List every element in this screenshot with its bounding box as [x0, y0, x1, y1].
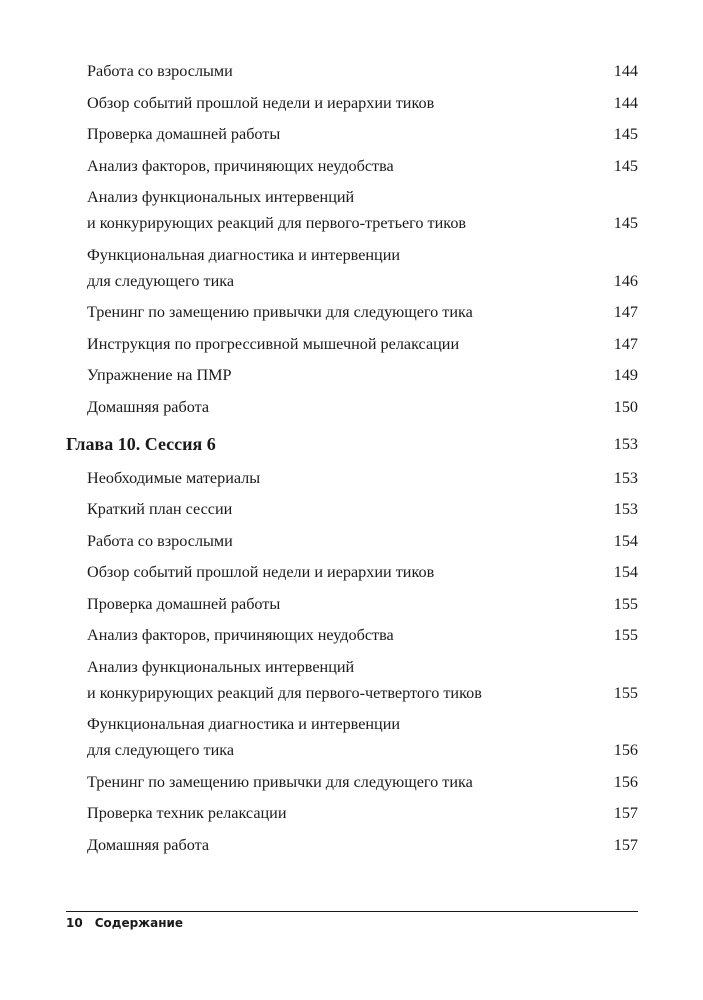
toc-entry [66, 559, 638, 585]
toc-entry [66, 331, 638, 357]
toc-entry-title-line: Функциональная диагностика и интервенции [87, 715, 401, 733]
toc-entry [66, 58, 638, 84]
toc-entry-page-number: 146 [613, 271, 638, 290]
toc-entry [66, 153, 638, 179]
toc-entry-title [87, 496, 608, 522]
toc-entry-title-line: Работа со взрослыми [87, 531, 233, 550]
toc-entry-title-line: Домашняя работа [87, 835, 210, 854]
toc-entry-title-line: Краткий план сессии [87, 500, 233, 518]
toc-entry-title-line: Необходимые материалы [87, 468, 261, 487]
footer-page-number: 10 [66, 916, 83, 930]
toc-entry-title-line: для следующего тика [87, 741, 235, 759]
toc-entry-title-line: Функциональная диагностика и интервенции [87, 245, 401, 264]
toc-entry-title [87, 184, 608, 236]
toc-chapter-entry [66, 431, 638, 457]
toc-entry-title [87, 242, 608, 294]
toc-entry-page-number: 154 [613, 563, 638, 581]
toc-entry-title [87, 800, 608, 826]
toc-entry-title [87, 90, 608, 116]
toc-entry [66, 299, 638, 325]
toc-entry-title-line: и конкурирующих реакций для первого-третьего тиков [87, 214, 467, 232]
toc-entry [66, 496, 638, 522]
toc-entry-page-number: 157 [613, 835, 638, 854]
toc-entry-title [87, 331, 608, 357]
toc-entry [66, 832, 638, 858]
toc-entry-page-number: 145 [613, 156, 638, 175]
toc-entry-page-number: 150 [613, 397, 638, 416]
toc-entry [66, 769, 638, 795]
footer-running-title: Содержание [94, 916, 184, 930]
toc-entry-title-line: Проверка техник релаксации [87, 804, 287, 822]
toc-entry-page-number: 153 [613, 500, 638, 518]
toc-entry [66, 591, 638, 617]
toc-entry-title [87, 591, 608, 617]
toc-entry [66, 800, 638, 826]
toc-entry-title-line: Упражнение на ПМР [87, 366, 232, 384]
toc-entry-title [87, 153, 608, 179]
toc-entry-page-number: 156 [613, 772, 638, 791]
toc-entry-title-line: и конкурирующих реакций для первого-четвертого тиков [87, 683, 482, 702]
toc-entry-title-line: Анализ функциональных интервенций [87, 657, 355, 676]
toc-entry-page-number: 153 [613, 434, 638, 453]
toc-entry-page-number: 144 [613, 93, 638, 112]
toc-entry-title-line: Работа со взрослыми [87, 62, 233, 80]
toc-entry-title [87, 362, 608, 388]
toc-entry-title-line: Тренинг по замещению привычки для следующего тика [87, 303, 473, 321]
toc-entry-page-number: 145 [613, 214, 638, 232]
toc-entry [66, 184, 638, 236]
toc-entry-page-number: 155 [613, 683, 638, 702]
toc-entry-page-number: 147 [613, 334, 638, 353]
toc-entry-title [87, 832, 608, 858]
toc-entry-title-line: Анализ функциональных интервенций [87, 188, 355, 206]
toc-entry-title-line: Анализ факторов, причиняющих неудобства [87, 156, 394, 175]
toc-entry [66, 465, 638, 491]
toc-entry [66, 362, 638, 388]
toc-entry-page-number: 156 [613, 741, 638, 759]
toc-entry-title-line: Проверка домашней работы [87, 594, 281, 613]
toc-entry [66, 622, 638, 648]
toc-entry-title [87, 622, 608, 648]
toc-entry [66, 394, 638, 420]
toc-entry-title-line: Домашняя работа [87, 397, 210, 416]
toc-entry-title-line: Анализ факторов, причиняющих неудобства [87, 626, 394, 644]
toc-entry-title [87, 394, 608, 420]
toc-entry-title [87, 465, 608, 491]
toc-entry-page-number: 153 [613, 468, 638, 487]
toc-entry-title [87, 711, 608, 763]
toc-entry-title-line: для следующего тика [87, 271, 235, 290]
toc-entry [66, 528, 638, 554]
toc-entry-page-number: 155 [613, 594, 638, 613]
toc-entry-title-line: Глава 10. Сессия 6 [66, 433, 216, 454]
toc-entry-title [66, 431, 608, 457]
toc-entry [66, 90, 638, 116]
toc-entry-title [87, 528, 608, 554]
toc-entry-page-number: 145 [613, 125, 638, 143]
toc-entry [66, 711, 638, 763]
table-of-contents [66, 58, 638, 863]
toc-entry-page-number: 154 [613, 531, 638, 550]
toc-entry-title-line: Инструкция по прогрессивной мышечной релаксации [87, 334, 460, 353]
toc-entry [66, 654, 638, 706]
toc-entry-title-line: Обзор событий прошлой недели и иерархии тиков [87, 93, 435, 112]
toc-entry-title [87, 58, 608, 84]
toc-entry-title-line: Обзор событий прошлой недели и иерархии тиков [87, 563, 435, 581]
toc-entry-page-number: 155 [613, 626, 638, 644]
toc-entry-page-number: 157 [613, 804, 638, 822]
toc-entry-page-number: 144 [613, 62, 638, 80]
page-footer [66, 911, 638, 930]
toc-entry-title-line: Тренинг по замещению привычки для следующего тика [87, 772, 473, 791]
toc-entry [66, 242, 638, 294]
toc-entry-title [87, 299, 608, 325]
toc-entry-page-number: 147 [613, 303, 638, 321]
toc-entry-title [87, 769, 608, 795]
toc-entry-title [87, 121, 608, 147]
toc-entry [66, 121, 638, 147]
toc-entry-title [87, 654, 608, 706]
toc-entry-title [87, 559, 608, 585]
toc-entry-title-line: Проверка домашней работы [87, 125, 281, 143]
toc-entry-page-number: 149 [613, 366, 638, 384]
